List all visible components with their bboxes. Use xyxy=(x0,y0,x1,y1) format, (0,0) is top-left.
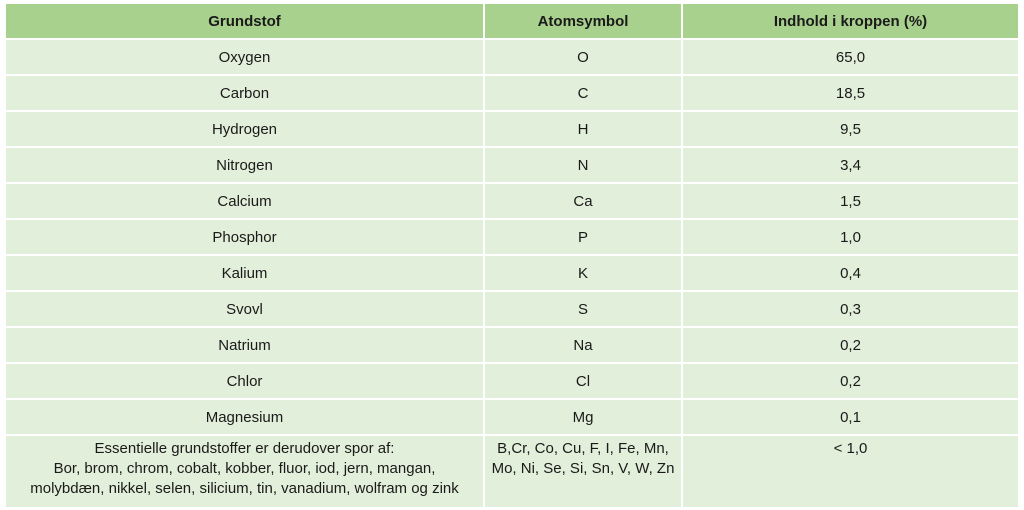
trace-elements-line: molybdæn, nikkel, selen, silicium, tin, vanadium, wolfram og zink xyxy=(30,480,459,497)
elements-table-container xyxy=(6,4,1018,509)
table-header-row xyxy=(6,4,1018,39)
cell-symbol: O xyxy=(484,39,682,75)
cell-symbol: S xyxy=(484,291,682,327)
table-row xyxy=(6,39,1018,75)
cell-symbol: H xyxy=(484,111,682,147)
cell-element: Magnesium xyxy=(6,399,484,435)
cell-content: 9,5 xyxy=(682,111,1018,147)
cell-element: Kalium xyxy=(6,255,484,291)
header-grundstof: Grundstof xyxy=(6,4,484,39)
table-row xyxy=(6,291,1018,327)
cell-content: 0,2 xyxy=(682,327,1018,363)
cell-element: Carbon xyxy=(6,75,484,111)
cell-element: Chlor xyxy=(6,363,484,399)
cell-symbol: C xyxy=(484,75,682,111)
cell-content: 1,0 xyxy=(682,219,1018,255)
table-row xyxy=(6,147,1018,183)
cell-trace-elements xyxy=(6,435,484,508)
cell-element: Hydrogen xyxy=(6,111,484,147)
table-row xyxy=(6,327,1018,363)
trace-elements-line: Essentielle grundstoffer er derudover spor af: xyxy=(94,440,395,457)
cell-content: 0,4 xyxy=(682,255,1018,291)
cell-symbol: K xyxy=(484,255,682,291)
cell-symbol: Mg xyxy=(484,399,682,435)
cell-content: 3,4 xyxy=(682,147,1018,183)
table-row xyxy=(6,183,1018,219)
table-row xyxy=(6,255,1018,291)
cell-symbol: Cl xyxy=(484,363,682,399)
trace-symbols-line: B,Cr, Co, Cu, F, I, Fe, Mn, xyxy=(497,440,669,457)
body-elements-table xyxy=(6,4,1018,509)
table-row xyxy=(6,399,1018,435)
cell-symbol: N xyxy=(484,147,682,183)
cell-content: 0,1 xyxy=(682,399,1018,435)
cell-content: 0,3 xyxy=(682,291,1018,327)
cell-trace-content: < 1,0 xyxy=(682,435,1018,508)
trace-elements-line: Bor, brom, chrom, cobalt, kobber, fluor, iod, jern, mangan, xyxy=(53,460,436,477)
cell-content: 18,5 xyxy=(682,75,1018,111)
cell-element: Nitrogen xyxy=(6,147,484,183)
cell-element: Calcium xyxy=(6,183,484,219)
cell-element: Svovl xyxy=(6,291,484,327)
cell-content: 0,2 xyxy=(682,363,1018,399)
table-row xyxy=(6,75,1018,111)
header-atomsymbol: Atomsymbol xyxy=(484,4,682,39)
trace-elements-row xyxy=(6,435,1018,508)
trace-symbols-line: Mo, Ni, Se, Si, Sn, V, W, Zn xyxy=(491,460,675,477)
cell-symbol: P xyxy=(484,219,682,255)
cell-trace-symbols xyxy=(484,435,682,508)
table-row xyxy=(6,219,1018,255)
cell-element: Natrium xyxy=(6,327,484,363)
cell-element: Oxygen xyxy=(6,39,484,75)
table-row xyxy=(6,111,1018,147)
cell-element: Phosphor xyxy=(6,219,484,255)
header-indhold: Indhold i kroppen (%) xyxy=(682,4,1018,39)
cell-symbol: Na xyxy=(484,327,682,363)
cell-symbol: Ca xyxy=(484,183,682,219)
cell-content: 1,5 xyxy=(682,183,1018,219)
cell-content: 65,0 xyxy=(682,39,1018,75)
table-row xyxy=(6,363,1018,399)
